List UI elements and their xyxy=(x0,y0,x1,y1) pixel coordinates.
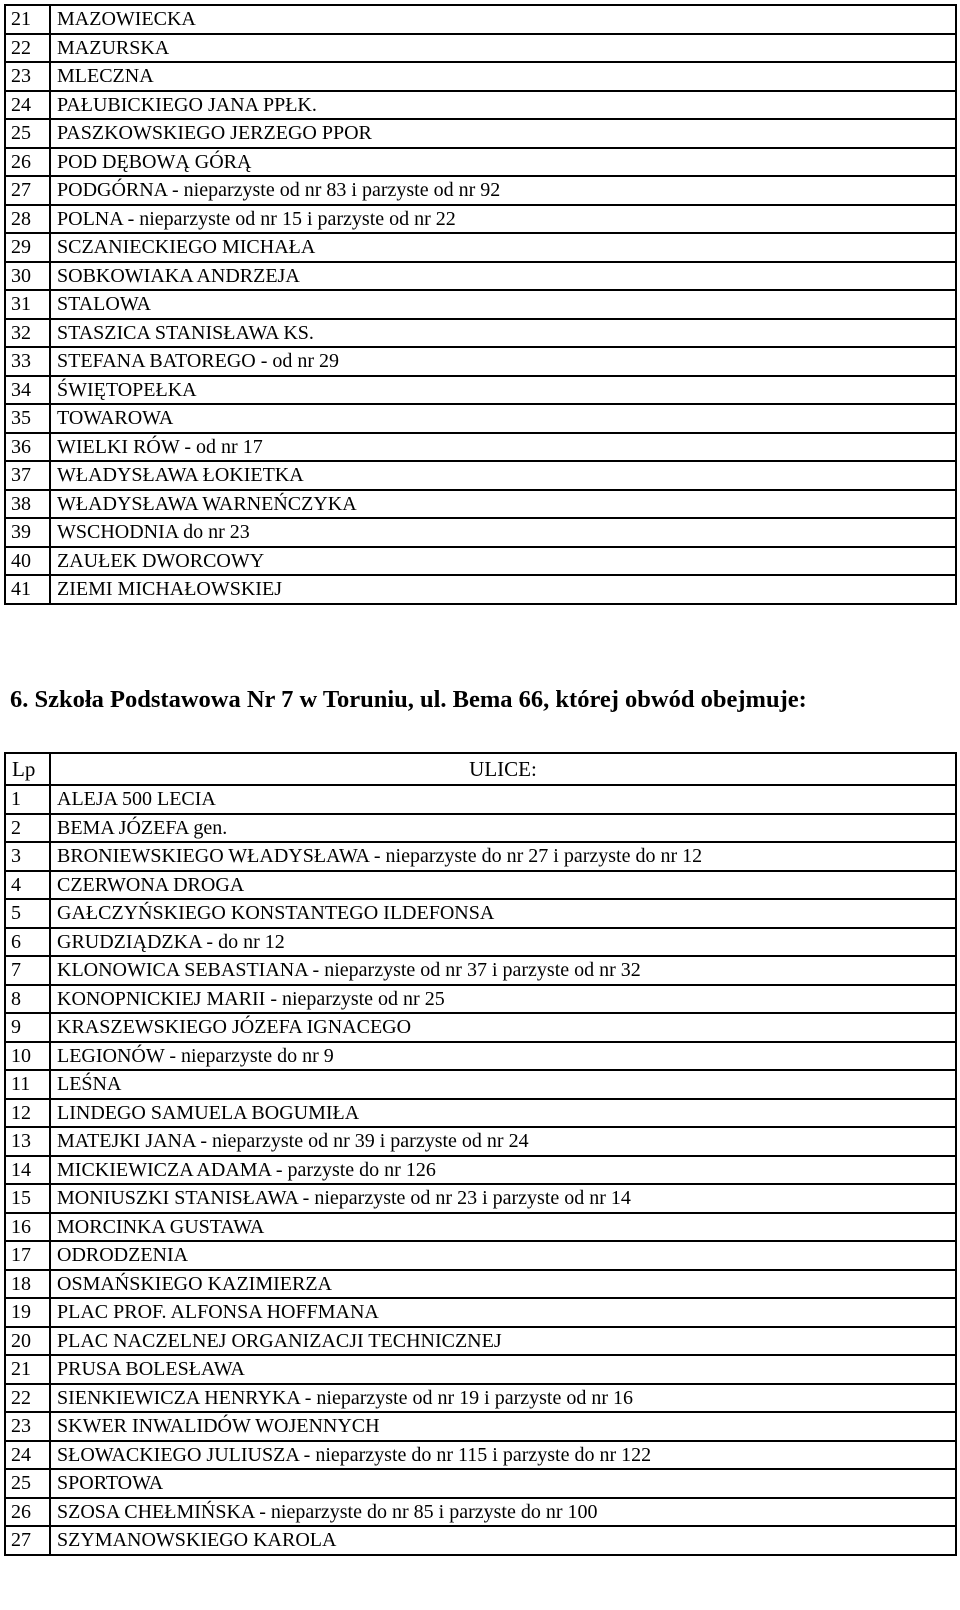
row-number: 25 xyxy=(5,1469,50,1498)
row-number: 18 xyxy=(5,1270,50,1299)
row-number: 23 xyxy=(5,62,50,91)
table-row xyxy=(5,148,956,177)
street-table-continued xyxy=(4,4,957,605)
table-row xyxy=(5,1526,956,1555)
street-name: TOWAROWA xyxy=(50,404,956,433)
row-number: 27 xyxy=(5,176,50,205)
row-number: 24 xyxy=(5,1441,50,1470)
table-row xyxy=(5,262,956,291)
row-number: 15 xyxy=(5,1184,50,1213)
table-row xyxy=(5,547,956,576)
street-name: LEŚNA xyxy=(50,1070,956,1099)
column-header-streets: ULICE: xyxy=(50,753,956,785)
street-name: PAŁUBICKIEGO JANA PPŁK. xyxy=(50,91,956,120)
row-number: 27 xyxy=(5,1526,50,1555)
table-row xyxy=(5,985,956,1014)
table-row xyxy=(5,1127,956,1156)
street-name: ODRODZENIA xyxy=(50,1241,956,1270)
row-number: 1 xyxy=(5,785,50,814)
street-name: SZYMANOWSKIEGO KAROLA xyxy=(50,1526,956,1555)
table-row xyxy=(5,1099,956,1128)
table-row xyxy=(5,1070,956,1099)
row-number: 10 xyxy=(5,1042,50,1071)
row-number: 17 xyxy=(5,1241,50,1270)
street-name: KONOPNICKIEJ MARII - nieparzyste od nr 25 xyxy=(50,985,956,1014)
row-number: 5 xyxy=(5,899,50,928)
table-row xyxy=(5,785,956,814)
table-row xyxy=(5,1213,956,1242)
table-row xyxy=(5,233,956,262)
street-name: PLAC NACZELNEJ ORGANIZACJI TECHNICZNEJ xyxy=(50,1327,956,1356)
table-row xyxy=(5,62,956,91)
street-name: ALEJA 500 LECIA xyxy=(50,785,956,814)
row-number: 34 xyxy=(5,376,50,405)
table-row xyxy=(5,1498,956,1527)
table-row xyxy=(5,1355,956,1384)
row-number: 23 xyxy=(5,1412,50,1441)
street-table-body xyxy=(5,5,956,604)
table-row xyxy=(5,34,956,63)
row-number: 4 xyxy=(5,871,50,900)
row-number: 31 xyxy=(5,290,50,319)
street-name: GAŁCZYŃSKIEGO KONSTANTEGO ILDEFONSA xyxy=(50,899,956,928)
row-number: 40 xyxy=(5,547,50,576)
street-name: WSCHODNIA do nr 23 xyxy=(50,518,956,547)
row-number: 25 xyxy=(5,119,50,148)
table-row xyxy=(5,5,956,34)
table-header-row xyxy=(5,753,956,785)
table-row xyxy=(5,1013,956,1042)
row-number: 21 xyxy=(5,1355,50,1384)
row-number: 22 xyxy=(5,34,50,63)
street-name: KRASZEWSKIEGO JÓZEFA IGNACEGO xyxy=(50,1013,956,1042)
table-row xyxy=(5,404,956,433)
street-name: MAZOWIECKA xyxy=(50,5,956,34)
row-number: 28 xyxy=(5,205,50,234)
table-row xyxy=(5,1441,956,1470)
table-row xyxy=(5,119,956,148)
table-row xyxy=(5,376,956,405)
table-row xyxy=(5,518,956,547)
table-row xyxy=(5,1327,956,1356)
street-name: STASZICA STANISŁAWA KS. xyxy=(50,319,956,348)
row-number: 24 xyxy=(5,91,50,120)
table-row xyxy=(5,1042,956,1071)
row-number: 9 xyxy=(5,1013,50,1042)
street-name: MICKIEWICZA ADAMA - parzyste do nr 126 xyxy=(50,1156,956,1185)
row-number: 20 xyxy=(5,1327,50,1356)
street-name: WŁADYSŁAWA WARNEŃCZYKA xyxy=(50,490,956,519)
table-row xyxy=(5,575,956,604)
street-name: WŁADYSŁAWA ŁOKIETKA xyxy=(50,461,956,490)
table-row xyxy=(5,91,956,120)
street-name: OSMAŃSKIEGO KAZIMIERZA xyxy=(50,1270,956,1299)
row-number: 22 xyxy=(5,1384,50,1413)
street-table-school-7 xyxy=(4,752,957,1556)
street-name: PODGÓRNA - nieparzyste od nr 83 i parzyste od nr 92 xyxy=(50,176,956,205)
street-table-body xyxy=(5,785,956,1555)
street-name: SZOSA CHEŁMIŃSKA - nieparzyste do nr 85 i parzyste do nr 100 xyxy=(50,1498,956,1527)
street-name: LEGIONÓW - nieparzyste do nr 9 xyxy=(50,1042,956,1071)
row-number: 16 xyxy=(5,1213,50,1242)
row-number: 21 xyxy=(5,5,50,34)
table-row xyxy=(5,205,956,234)
street-name: MORCINKA GUSTAWA xyxy=(50,1213,956,1242)
row-number: 19 xyxy=(5,1298,50,1327)
table-row xyxy=(5,1184,956,1213)
table-row xyxy=(5,814,956,843)
table-row xyxy=(5,290,956,319)
table-row xyxy=(5,433,956,462)
table-row xyxy=(5,1270,956,1299)
row-number: 26 xyxy=(5,148,50,177)
row-number: 33 xyxy=(5,347,50,376)
row-number: 8 xyxy=(5,985,50,1014)
table-row xyxy=(5,899,956,928)
table-row xyxy=(5,956,956,985)
row-number: 35 xyxy=(5,404,50,433)
row-number: 2 xyxy=(5,814,50,843)
row-number: 39 xyxy=(5,518,50,547)
street-name: SIENKIEWICZA HENRYKA - nieparzyste od nr 19 i parzyste od nr 16 xyxy=(50,1384,956,1413)
street-name: STEFANA BATOREGO - od nr 29 xyxy=(50,347,956,376)
table-row xyxy=(5,1156,956,1185)
table-row xyxy=(5,1412,956,1441)
street-name: PRUSA BOLESŁAWA xyxy=(50,1355,956,1384)
table-row xyxy=(5,928,956,957)
table-row xyxy=(5,490,956,519)
street-name: STALOWA xyxy=(50,290,956,319)
street-name: MAZURSKA xyxy=(50,34,956,63)
column-header-lp: Lp xyxy=(5,753,50,785)
street-name: SŁOWACKIEGO JULIUSZA - nieparzyste do nr 115 i parzyste do nr 122 xyxy=(50,1441,956,1470)
street-name: GRUDZIĄDZKA - do nr 12 xyxy=(50,928,956,957)
row-number: 30 xyxy=(5,262,50,291)
section-heading: 6. Szkoła Podstawowa Nr 7 w Toruniu, ul. Bema 66, której obwód obejmuje: xyxy=(10,686,807,713)
row-number: 13 xyxy=(5,1127,50,1156)
table-row xyxy=(5,1469,956,1498)
table-row xyxy=(5,842,956,871)
row-number: 7 xyxy=(5,956,50,985)
table-row xyxy=(5,319,956,348)
street-name: LINDEGO SAMUELA BOGUMIŁA xyxy=(50,1099,956,1128)
street-name: SOBKOWIAKA ANDRZEJA xyxy=(50,262,956,291)
table-row xyxy=(5,347,956,376)
table-row xyxy=(5,1384,956,1413)
row-number: 14 xyxy=(5,1156,50,1185)
table-row xyxy=(5,871,956,900)
row-number: 26 xyxy=(5,1498,50,1527)
table-row xyxy=(5,1298,956,1327)
row-number: 37 xyxy=(5,461,50,490)
row-number: 3 xyxy=(5,842,50,871)
street-name: KLONOWICA SEBASTIANA - nieparzyste od nr 37 i parzyste od nr 32 xyxy=(50,956,956,985)
street-name: POLNA - nieparzyste od nr 15 i parzyste od nr 22 xyxy=(50,205,956,234)
street-name: POD DĘBOWĄ GÓRĄ xyxy=(50,148,956,177)
street-name: BRONIEWSKIEGO WŁADYSŁAWA - nieparzyste do nr 27 i parzyste do nr 12 xyxy=(50,842,956,871)
street-name: SCZANIECKIEGO MICHAŁA xyxy=(50,233,956,262)
row-number: 41 xyxy=(5,575,50,604)
street-name: SKWER INWALIDÓW WOJENNYCH xyxy=(50,1412,956,1441)
street-name: WIELKI RÓW - od nr 17 xyxy=(50,433,956,462)
street-name: PASZKOWSKIEGO JERZEGO PPOR xyxy=(50,119,956,148)
row-number: 32 xyxy=(5,319,50,348)
street-name: PLAC PROF. ALFONSA HOFFMANA xyxy=(50,1298,956,1327)
street-name: MONIUSZKI STANISŁAWA - nieparzyste od nr 23 i parzyste od nr 14 xyxy=(50,1184,956,1213)
row-number: 38 xyxy=(5,490,50,519)
table-row xyxy=(5,461,956,490)
street-name: SPORTOWA xyxy=(50,1469,956,1498)
street-name: BEMA JÓZEFA gen. xyxy=(50,814,956,843)
row-number: 29 xyxy=(5,233,50,262)
table-row xyxy=(5,176,956,205)
row-number: 36 xyxy=(5,433,50,462)
street-name: ZIEMI MICHAŁOWSKIEJ xyxy=(50,575,956,604)
street-name: CZERWONA DROGA xyxy=(50,871,956,900)
row-number: 6 xyxy=(5,928,50,957)
street-name: ZAUŁEK DWORCOWY xyxy=(50,547,956,576)
table-row xyxy=(5,1241,956,1270)
street-name: MATEJKI JANA - nieparzyste od nr 39 i parzyste od nr 24 xyxy=(50,1127,956,1156)
street-name: ŚWIĘTOPEŁKA xyxy=(50,376,956,405)
row-number: 12 xyxy=(5,1099,50,1128)
row-number: 11 xyxy=(5,1070,50,1099)
street-name: MLECZNA xyxy=(50,62,956,91)
